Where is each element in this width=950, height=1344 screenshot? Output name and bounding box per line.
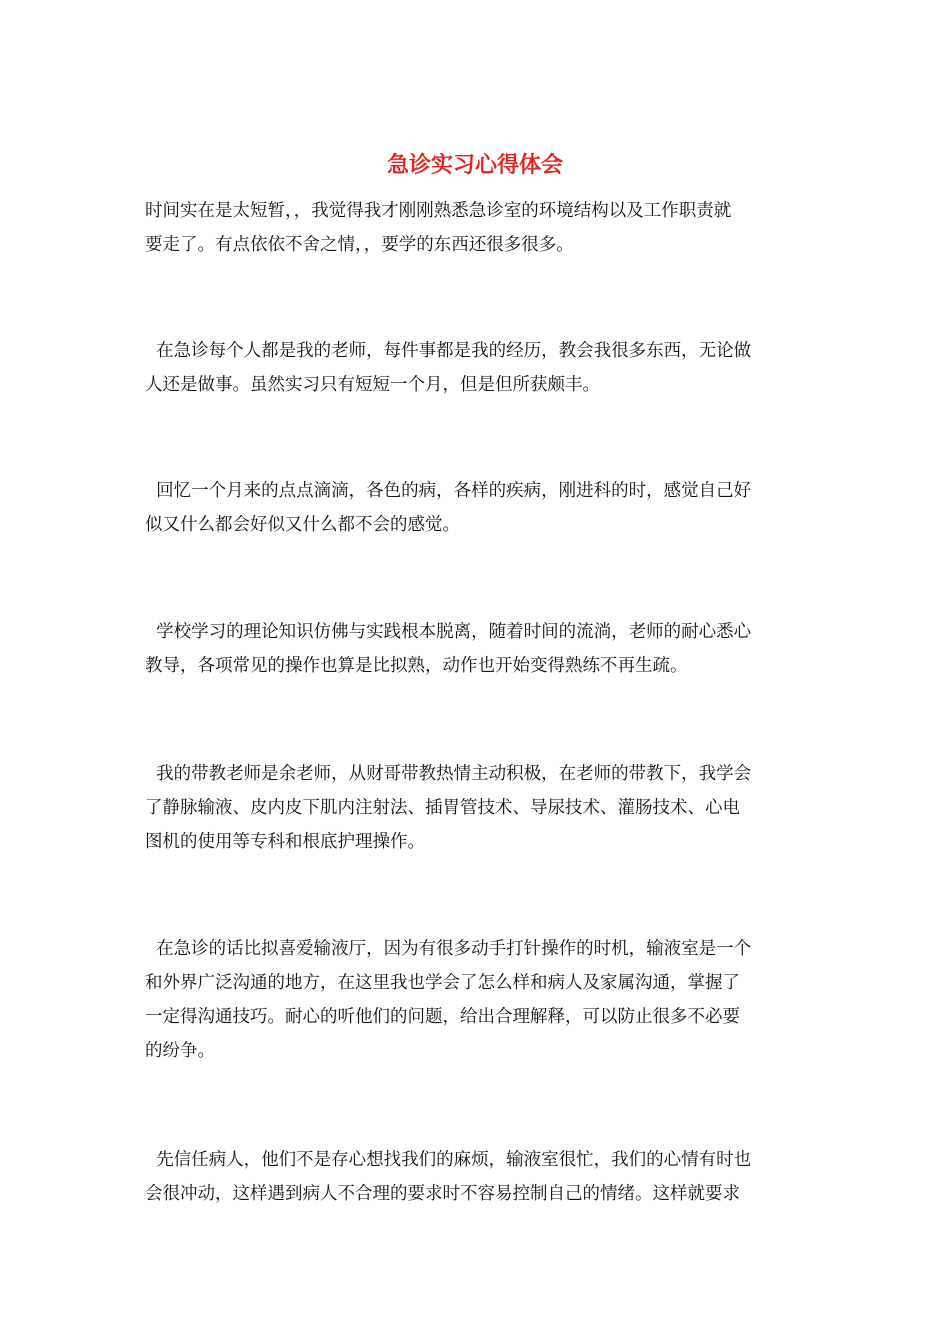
paragraph-line: 在急诊每个人都是我的老师，每件事都是我的经历，教会我很多东西，无论做 (145, 341, 752, 361)
paragraph-line: 了静脉输液、皮内皮下肌内注射法、插胃管技术、导尿技术、灌肠技术、心电 (145, 798, 740, 818)
paragraph-line: 我的带教老师是余老师，从财哥带教热情主动积极，在老师的带教下，我学会 (145, 764, 752, 784)
paragraph-line: 图机的使用等专科和根底护理操作。 (145, 832, 425, 852)
paragraph-line: 学校学习的理论知识仿佛与实践根本脱离，随着时间的流淌，老师的耐心悉心 (145, 622, 752, 642)
paragraph-line: 和外界广泛沟通的地方，在这里我也学会了怎么样和病人及家属沟通，掌握了 (145, 973, 740, 993)
document-title: 急诊实习心得体会 (386, 153, 563, 178)
paragraph-line: 一定得沟通技巧。耐心的听他们的问题，给出合理解释，可以防止很多不必要 (145, 1007, 740, 1027)
paragraph-line: 先信任病人，他们不是存心想找我们的麻烦，输液室很忙，我们的心情有时也 (145, 1150, 752, 1170)
paragraph-2 (145, 334, 810, 402)
paragraph-line: 会很冲动，这样遇到病人不合理的要求时不容易控制自己的情绪。这样就要求 (145, 1184, 740, 1204)
paragraph-5 (145, 757, 810, 859)
paragraph-line: 的纷争。 (145, 1041, 215, 1061)
paragraph-4 (145, 615, 810, 683)
paragraph-line: 回忆一个月来的点点滴滴，各色的病，各样的疾病，刚进科的时，感觉自己好 (145, 481, 752, 501)
paragraph-line: 时间实在是太短暂，，我觉得我才刚刚熟悉急诊室的环境结构以及工作职责就 (145, 201, 732, 221)
paragraph-line: 要走了。有点依依不舍之情，，要学的东西还很多很多。 (145, 235, 574, 255)
paragraph-line: 似又什么都会好似又什么都不会的感觉。 (145, 515, 460, 535)
paragraph-line: 教导，各项常见的操作也算是比拟熟，动作也开始变得熟练不再生疏。 (145, 656, 688, 676)
paragraph-3 (145, 474, 810, 542)
paragraph-line: 人还是做事。虽然实习只有短短一个月，但是但所获颇丰。 (145, 375, 600, 395)
paragraph-6 (145, 932, 810, 1068)
paragraph-7 (145, 1143, 810, 1211)
paragraph-1 (145, 194, 810, 262)
paragraph-line: 在急诊的话比拟喜爱输液厅，因为有很多动手打针操作的时机，输液室是一个 (145, 939, 752, 959)
